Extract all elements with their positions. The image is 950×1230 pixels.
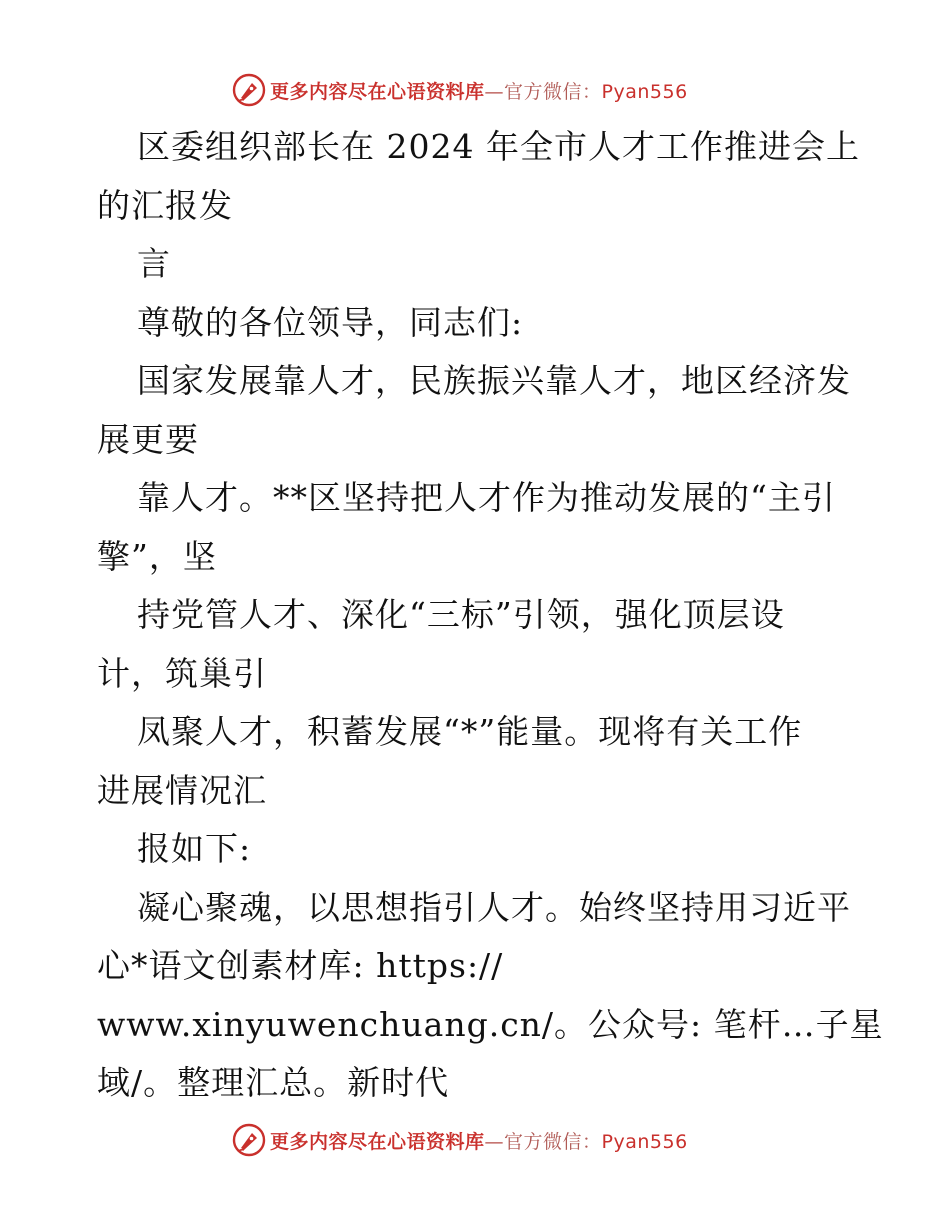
title-line-1: 区委组织部长在 2024 年全市人才工作推进会上: [137, 127, 860, 166]
paragraph-line: 凤聚人才，积蓄发展“*”能量。现将有关工作: [137, 712, 803, 751]
paragraph-line: www.xinyuwenchuang.cn/。公众号: 笔杆…子星: [97, 1004, 884, 1044]
paragraph-line: 心*语文创素材库: https://: [97, 946, 504, 985]
salutation-line: 尊敬的各位领导，同志们:: [137, 302, 524, 342]
footer-wechat-id: Pyan556: [601, 1130, 688, 1153]
pen-nib-logo-icon: [232, 73, 266, 107]
title-line-2: 的汇报发: [97, 185, 233, 225]
header-banner-text: [270, 77, 688, 104]
paragraph-line: 报如下:: [137, 829, 252, 868]
footer-official-label: 官方微信：: [504, 1130, 602, 1153]
header-banner[interactable]: [232, 72, 712, 108]
paragraph-line: 展更要: [97, 419, 199, 459]
footer-banner-text: [270, 1127, 688, 1154]
header-wechat-id: Pyan556: [601, 80, 688, 103]
paragraph-line: 进展情况汇: [97, 770, 267, 810]
paragraph-line: 靠人才。**区坚持把人才作为推动发展的“主引: [137, 478, 836, 517]
paragraph-line: 计，筑巢引: [97, 653, 267, 693]
title-line-3: 言: [137, 244, 171, 283]
paragraph-line: 国家发展靠人才，民族振兴靠人才，地区经济发: [137, 361, 851, 400]
header-official-label: 官方微信：: [504, 80, 602, 103]
paragraph-line: 域/。整理汇总。新时代: [97, 1063, 450, 1102]
paragraph-line: 擎”，坚: [97, 536, 217, 576]
footer-promo-text: 更多内容尽在心语资料库: [270, 1130, 485, 1153]
pen-nib-logo-icon: [232, 1123, 266, 1157]
document-body: [97, 118, 884, 1113]
paragraph-line: 凝心聚魂，以思想指引人才。始终坚持用习近平: [137, 887, 851, 927]
paragraph-line: 持党管人才、深化“三标”引领，强化顶层设: [137, 595, 785, 634]
footer-banner[interactable]: [232, 1122, 712, 1158]
footer-dash: —: [484, 1130, 505, 1153]
header-promo-text: 更多内容尽在心语资料库: [270, 80, 485, 103]
header-dash: —: [484, 80, 505, 103]
